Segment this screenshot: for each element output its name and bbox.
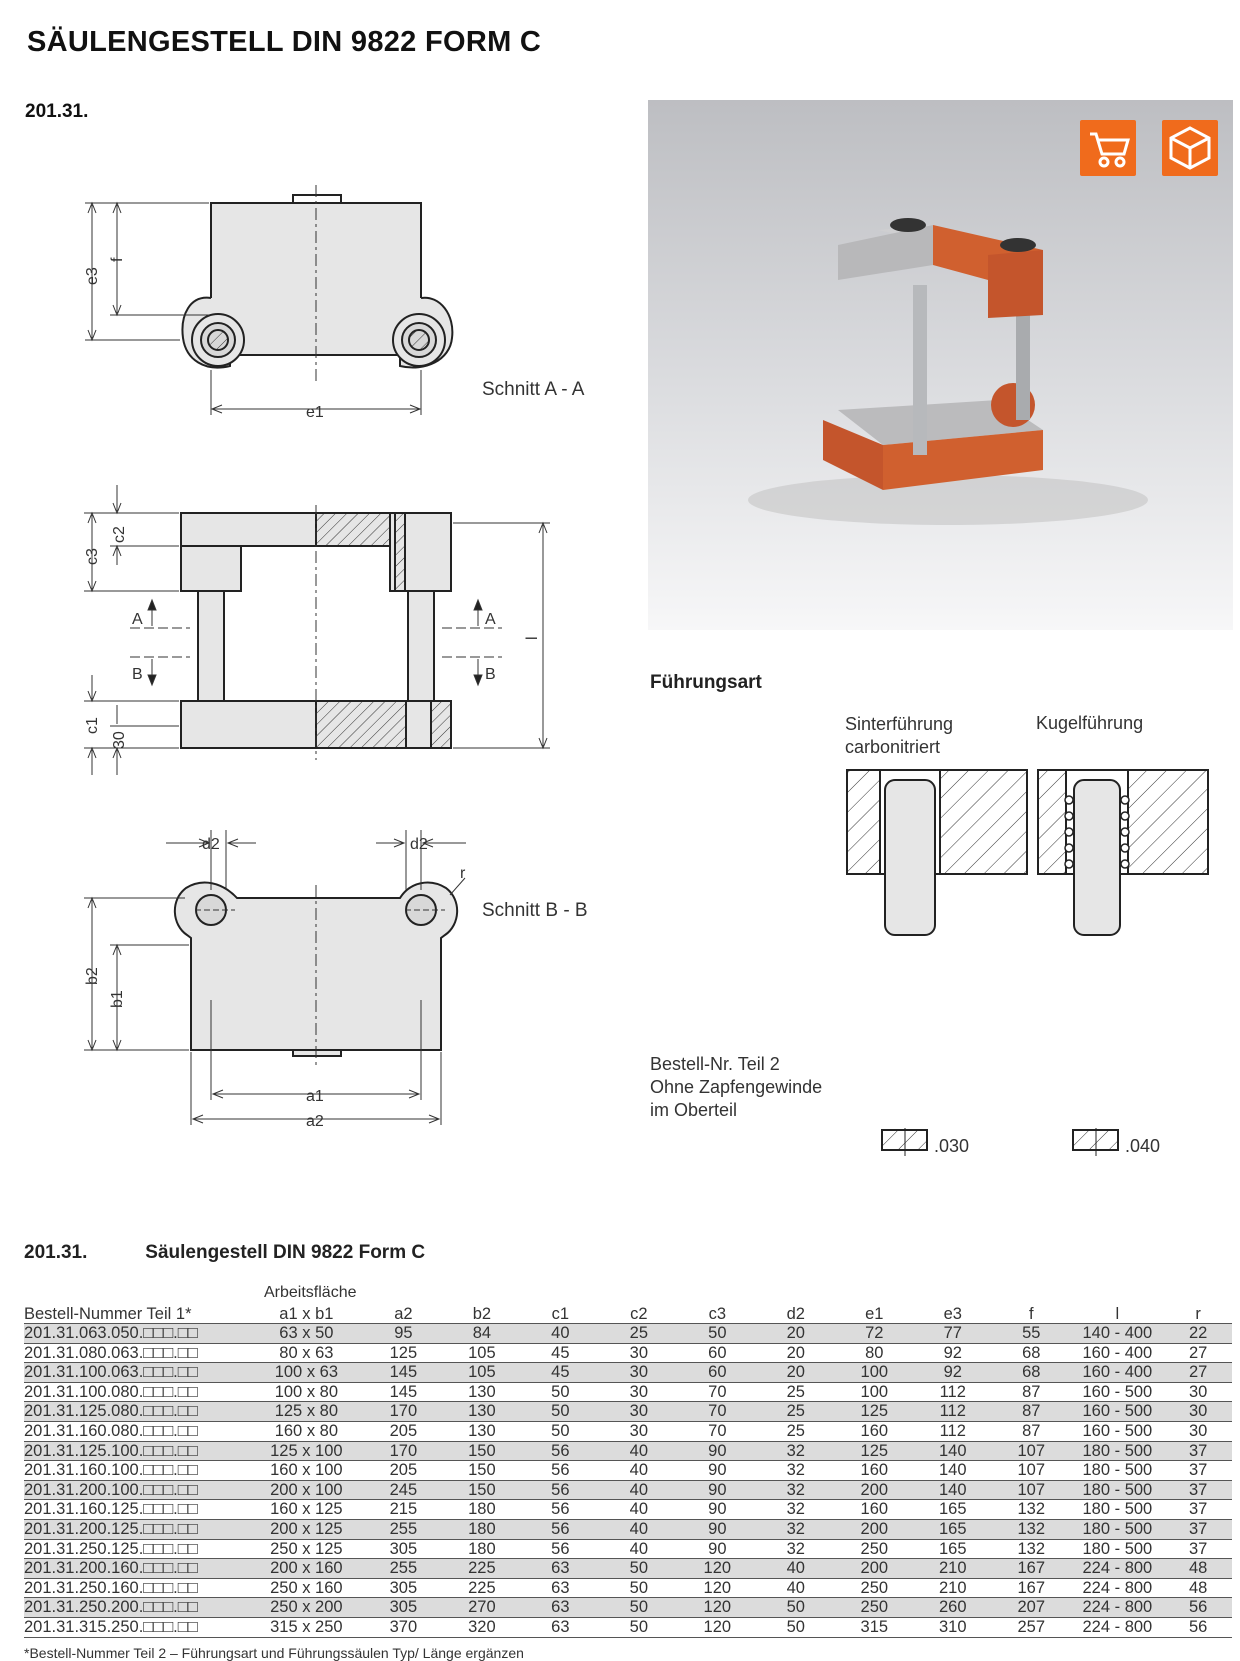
table-cell: 50 <box>521 1382 599 1402</box>
dim-l: l <box>524 636 541 640</box>
table-cell: 260 <box>914 1598 992 1618</box>
table-cell: 25 <box>600 1324 678 1344</box>
table-cell: 80 x 63 <box>249 1343 365 1363</box>
table-cell: 160 - 400 <box>1071 1363 1165 1383</box>
guide-sinter-line2: carbonitriert <box>845 737 941 757</box>
order-number-cell: 201.31.125.080.□□□.□□ <box>24 1402 249 1422</box>
dim-r: r <box>460 865 466 882</box>
table-cell: 72 <box>835 1324 913 1344</box>
table-cell: 125 x 100 <box>249 1441 365 1461</box>
order-number-cell: 201.31.160.125.□□□.□□ <box>24 1500 249 1520</box>
table-cell: 60 <box>678 1363 756 1383</box>
table-cell: 56 <box>521 1461 599 1481</box>
dim-a1: a1 <box>306 1088 324 1105</box>
label-b-left: B <box>132 666 143 683</box>
table-cell: 90 <box>678 1480 756 1500</box>
table-row <box>24 1578 1232 1598</box>
table-cell: 160 x 125 <box>249 1500 365 1520</box>
table-cell: 250 x 160 <box>249 1578 365 1598</box>
table-cell: 37 <box>1164 1500 1232 1520</box>
table-cell: 40 <box>757 1578 835 1598</box>
table-cell: 30 <box>600 1421 678 1441</box>
table-row <box>24 1480 1232 1500</box>
order-note-line2: Ohne Zapfengewinde <box>650 1077 823 1097</box>
table-row <box>24 1539 1232 1559</box>
table-cell: 80 <box>835 1343 913 1363</box>
table-cell: 160 x 80 <box>249 1421 365 1441</box>
table-cell: 140 <box>914 1441 992 1461</box>
table-cell: 40 <box>521 1324 599 1344</box>
table-cell: 120 <box>678 1559 756 1579</box>
table-cell: 37 <box>1164 1480 1232 1500</box>
table-row <box>24 1598 1232 1618</box>
table-cell: 170 <box>364 1402 442 1422</box>
table-cell: 132 <box>992 1519 1070 1539</box>
table-cell: 25 <box>757 1402 835 1422</box>
column-header: e1 <box>835 1305 913 1324</box>
table-cell: 105 <box>443 1363 521 1383</box>
table-cell: 160 <box>835 1421 913 1441</box>
table-cell: 40 <box>600 1461 678 1481</box>
table-cell: 20 <box>757 1343 835 1363</box>
table-cell: 210 <box>914 1559 992 1579</box>
table-cell: 40 <box>600 1539 678 1559</box>
order-number-cell: 201.31.315.250.□□□.□□ <box>24 1617 249 1637</box>
table-cell: 125 <box>835 1402 913 1422</box>
table-cell: 32 <box>757 1519 835 1539</box>
table-cell: 150 <box>443 1480 521 1500</box>
table-cell: 160 <box>835 1500 913 1520</box>
table-cell: 165 <box>914 1539 992 1559</box>
table-cell: 70 <box>678 1382 756 1402</box>
table-cell: 225 <box>443 1559 521 1579</box>
dim-d2-right: d2 <box>410 836 428 853</box>
table-cell: 63 <box>521 1559 599 1579</box>
table-cell: 63 x 50 <box>249 1324 365 1344</box>
table-cell: 120 <box>678 1578 756 1598</box>
table-cell: 180 - 500 <box>1071 1461 1165 1481</box>
order-number-cell: 201.31.250.200.□□□.□□ <box>24 1598 249 1618</box>
order-number-cell: 201.31.063.050.□□□.□□ <box>24 1324 249 1344</box>
dim-b1: b1 <box>109 990 126 1008</box>
table-row <box>24 1441 1232 1461</box>
table-cell: 125 <box>364 1343 442 1363</box>
column-header: d2 <box>757 1305 835 1324</box>
table-row <box>24 1500 1232 1520</box>
table-cell: 310 <box>914 1617 992 1637</box>
section-aa-label: Schnitt A - A <box>482 379 585 400</box>
table-cell: 180 <box>443 1539 521 1559</box>
page-title: SÄULENGESTELL DIN 9822 FORM C <box>27 26 542 58</box>
table-cell: 100 x 63 <box>249 1363 365 1383</box>
table-cell: 270 <box>443 1598 521 1618</box>
table-cell: 20 <box>757 1324 835 1344</box>
section-bb-label: Schnitt B - B <box>482 900 588 921</box>
table-cell: 165 <box>914 1500 992 1520</box>
table-cell: 125 x 80 <box>249 1402 365 1422</box>
table-cell: 70 <box>678 1402 756 1422</box>
order-number-cell: 201.31.100.063.□□□.□□ <box>24 1363 249 1383</box>
label-a-left: A <box>132 611 143 628</box>
table-cell: 32 <box>757 1441 835 1461</box>
table-cell: 320 <box>443 1617 521 1637</box>
table-cell: 200 <box>835 1559 913 1579</box>
guide-type-drawing <box>840 760 1220 940</box>
table-cell: 165 <box>914 1519 992 1539</box>
table-cell: 150 <box>443 1441 521 1461</box>
guide-type-title: Führungsart <box>650 672 762 693</box>
table-cell: 92 <box>914 1343 992 1363</box>
dim-30: 30 <box>111 731 128 749</box>
table-cell: 32 <box>757 1480 835 1500</box>
table-cell: 25 <box>757 1421 835 1441</box>
table-cell: 160 - 400 <box>1071 1343 1165 1363</box>
guide-sinter-line1: Sinterführung <box>845 714 954 734</box>
order-note-line1: Bestell-Nr. Teil 2 <box>650 1054 780 1074</box>
table-cell: 107 <box>992 1461 1070 1481</box>
table-cell: 160 x 100 <box>249 1461 365 1481</box>
table-cell: 160 <box>835 1461 913 1481</box>
table-row <box>24 1402 1232 1422</box>
table-cell: 120 <box>678 1598 756 1618</box>
variant-030-symbol <box>880 1128 930 1158</box>
table-cell: 32 <box>757 1500 835 1520</box>
table-cell: 315 x 250 <box>249 1617 365 1637</box>
table-row <box>24 1519 1232 1539</box>
table-cell: 160 - 500 <box>1071 1402 1165 1422</box>
table-cell: 100 <box>835 1382 913 1402</box>
table-row <box>24 1617 1232 1637</box>
table-cell: 60 <box>678 1343 756 1363</box>
table-cell: 180 - 500 <box>1071 1441 1165 1461</box>
table-cell: 250 x 200 <box>249 1598 365 1618</box>
order-number-cell: 201.31.160.100.□□□.□□ <box>24 1461 249 1481</box>
technical-drawing <box>0 0 640 1150</box>
table-cell: 200 x 160 <box>249 1559 365 1579</box>
table-cell: 50 <box>600 1617 678 1637</box>
article-number: 201.31. <box>25 101 89 122</box>
order-number-cell: 201.31.200.100.□□□.□□ <box>24 1480 249 1500</box>
data-table <box>24 1305 1232 1638</box>
table-cell: 56 <box>521 1500 599 1520</box>
table-cell: 56 <box>521 1441 599 1461</box>
table-cell: 305 <box>364 1539 442 1559</box>
table-cell: 125 <box>835 1441 913 1461</box>
table-cell: 87 <box>992 1382 1070 1402</box>
table-row <box>24 1343 1232 1363</box>
cart-icon[interactable] <box>1080 120 1136 176</box>
table-cell: 305 <box>364 1578 442 1598</box>
table-cell: 37 <box>1164 1461 1232 1481</box>
table-cell: 100 x 80 <box>249 1382 365 1402</box>
column-header: Bestell-Nummer Teil 1* <box>24 1305 249 1324</box>
table-cell: 40 <box>757 1559 835 1579</box>
working-area-label: Arbeitsfläche <box>264 1284 357 1301</box>
table-cell: 224 - 800 <box>1071 1598 1165 1618</box>
table-cell: 56 <box>521 1480 599 1500</box>
table-cell: 22 <box>1164 1324 1232 1344</box>
table-row <box>24 1324 1232 1344</box>
dim-d2-left: d2 <box>202 836 220 853</box>
dim-e3: e3 <box>84 267 101 285</box>
table-cell: 30 <box>600 1363 678 1383</box>
table-cell: 50 <box>600 1578 678 1598</box>
table-header-row <box>24 1305 1232 1324</box>
table-cell: 30 <box>600 1402 678 1422</box>
table-cell: 40 <box>600 1519 678 1539</box>
table-cell: 20 <box>757 1363 835 1383</box>
table-cell: 207 <box>992 1598 1070 1618</box>
product-photo <box>648 100 1233 630</box>
table-cell: 40 <box>600 1480 678 1500</box>
table-cell: 255 <box>364 1519 442 1539</box>
table-cell: 40 <box>600 1441 678 1461</box>
order-number-cell: 201.31.200.125.□□□.□□ <box>24 1519 249 1539</box>
table-cell: 224 - 800 <box>1071 1559 1165 1579</box>
order-note-line3: im Oberteil <box>650 1100 738 1120</box>
table-cell: 95 <box>364 1324 442 1344</box>
table-cell: 180 <box>443 1500 521 1520</box>
table-cell: 56 <box>521 1539 599 1559</box>
order-number-cell: 201.31.125.100.□□□.□□ <box>24 1441 249 1461</box>
table-cell: 250 x 125 <box>249 1539 365 1559</box>
dim-e1: e1 <box>306 404 324 421</box>
table-cell: 180 <box>443 1519 521 1539</box>
table-cell: 63 <box>521 1617 599 1637</box>
table-cell: 90 <box>678 1539 756 1559</box>
table-heading-title: Säulengestell DIN 9822 Form C <box>145 1242 426 1263</box>
table-cell: 37 <box>1164 1441 1232 1461</box>
table-heading-number: 201.31. <box>24 1242 88 1263</box>
table-cell: 130 <box>443 1402 521 1422</box>
table-cell: 112 <box>914 1421 992 1441</box>
dim-a2: a2 <box>306 1113 324 1130</box>
order-number-cell: 201.31.080.063.□□□.□□ <box>24 1343 249 1363</box>
table-cell: 250 <box>835 1539 913 1559</box>
order-number-cell: 201.31.100.080.□□□.□□ <box>24 1382 249 1402</box>
table-cell: 145 <box>364 1363 442 1383</box>
die-set-illustration <box>648 100 1233 630</box>
table-cell: 48 <box>1164 1578 1232 1598</box>
table-cell: 77 <box>914 1324 992 1344</box>
table-cell: 112 <box>914 1402 992 1422</box>
table-cell: 50 <box>600 1598 678 1618</box>
table-cell: 84 <box>443 1324 521 1344</box>
table-cell: 170 <box>364 1441 442 1461</box>
column-header: c1 <box>521 1305 599 1324</box>
table-cell: 87 <box>992 1402 1070 1422</box>
footnote: *Bestell-Nummer Teil 2 – Führungsart und Führungssäulen Typ/ Länge ergänzen <box>24 1645 524 1661</box>
table-cell: 105 <box>443 1343 521 1363</box>
table-cell: 200 <box>835 1519 913 1539</box>
table-cell: 45 <box>521 1343 599 1363</box>
dim-f: f <box>109 257 126 262</box>
table-cell: 107 <box>992 1480 1070 1500</box>
table-cell: 257 <box>992 1617 1070 1637</box>
table-cell: 87 <box>992 1421 1070 1441</box>
column-header: l <box>1071 1305 1165 1324</box>
3d-cube-icon[interactable] <box>1162 120 1218 176</box>
order-note <box>650 1053 822 1122</box>
table-cell: 56 <box>521 1519 599 1539</box>
table-cell: 70 <box>678 1421 756 1441</box>
table-row <box>24 1363 1232 1383</box>
table-cell: 90 <box>678 1461 756 1481</box>
column-header: c2 <box>600 1305 678 1324</box>
table-cell: 50 <box>757 1617 835 1637</box>
table-row <box>24 1421 1232 1441</box>
table-cell: 68 <box>992 1363 1070 1383</box>
table-cell: 140 - 400 <box>1071 1324 1165 1344</box>
table-row <box>24 1559 1232 1579</box>
table-cell: 30 <box>600 1382 678 1402</box>
table-row <box>24 1382 1232 1402</box>
column-header: a2 <box>364 1305 442 1324</box>
guide-sinter-label <box>845 713 953 759</box>
label-a-right: A <box>485 611 496 628</box>
table-body <box>24 1324 1232 1638</box>
table-cell: 37 <box>1164 1539 1232 1559</box>
table-cell: 130 <box>443 1421 521 1441</box>
table-cell: 205 <box>364 1461 442 1481</box>
table-cell: 200 <box>835 1480 913 1500</box>
table-cell: 180 - 500 <box>1071 1539 1165 1559</box>
table-cell: 32 <box>757 1461 835 1481</box>
table-cell: 100 <box>835 1363 913 1383</box>
table-cell: 200 x 100 <box>249 1480 365 1500</box>
table-cell: 27 <box>1164 1343 1232 1363</box>
table-row <box>24 1461 1232 1481</box>
table-cell: 48 <box>1164 1559 1232 1579</box>
table-cell: 305 <box>364 1598 442 1618</box>
variant-040-label: .040 <box>1125 1136 1161 1156</box>
column-header: e3 <box>914 1305 992 1324</box>
section-aa-drawing <box>182 195 452 368</box>
table-cell: 50 <box>521 1402 599 1422</box>
table-cell: 215 <box>364 1500 442 1520</box>
table-cell: 167 <box>992 1559 1070 1579</box>
table-cell: 255 <box>364 1559 442 1579</box>
table-cell: 45 <box>521 1363 599 1383</box>
table-cell: 68 <box>992 1343 1070 1363</box>
variant-040-symbol <box>1071 1128 1121 1158</box>
table-cell: 107 <box>992 1441 1070 1461</box>
table-cell: 180 - 500 <box>1071 1500 1165 1520</box>
table-cell: 140 <box>914 1480 992 1500</box>
table-cell: 27 <box>1164 1363 1232 1383</box>
table-cell: 224 - 800 <box>1071 1617 1165 1637</box>
table-cell: 25 <box>757 1382 835 1402</box>
table-cell: 112 <box>914 1382 992 1402</box>
table-cell: 55 <box>992 1324 1070 1344</box>
table-cell: 130 <box>443 1382 521 1402</box>
table-cell: 132 <box>992 1539 1070 1559</box>
table-cell: 37 <box>1164 1519 1232 1539</box>
table-cell: 90 <box>678 1519 756 1539</box>
column-header: f <box>992 1305 1070 1324</box>
column-header: r <box>1164 1305 1232 1324</box>
table-cell: 200 x 125 <box>249 1519 365 1539</box>
table-cell: 180 - 500 <box>1071 1519 1165 1539</box>
table-cell: 56 <box>1164 1617 1232 1637</box>
table-cell: 224 - 800 <box>1071 1578 1165 1598</box>
table-cell: 50 <box>521 1421 599 1441</box>
table-heading <box>24 1242 425 1264</box>
guide-ball-label: Kugelführung <box>1036 713 1144 733</box>
table-cell: 56 <box>1164 1598 1232 1618</box>
table-cell: 167 <box>992 1578 1070 1598</box>
table-cell: 180 - 500 <box>1071 1480 1165 1500</box>
table-cell: 250 <box>835 1578 913 1598</box>
table-cell: 40 <box>600 1500 678 1520</box>
table-cell: 150 <box>443 1461 521 1481</box>
order-number-cell: 201.31.200.160.□□□.□□ <box>24 1559 249 1579</box>
table-cell: 30 <box>600 1343 678 1363</box>
dim-c2: c2 <box>111 526 128 543</box>
table-cell: 120 <box>678 1617 756 1637</box>
column-header: a1 x b1 <box>249 1305 365 1324</box>
table-cell: 140 <box>914 1461 992 1481</box>
table-cell: 50 <box>757 1598 835 1618</box>
table-cell: 315 <box>835 1617 913 1637</box>
table-cell: 160 - 500 <box>1071 1382 1165 1402</box>
table-cell: 210 <box>914 1578 992 1598</box>
table-cell: 132 <box>992 1500 1070 1520</box>
table-cell: 160 - 500 <box>1071 1421 1165 1441</box>
table-cell: 32 <box>757 1539 835 1559</box>
table-cell: 63 <box>521 1598 599 1618</box>
table-cell: 50 <box>678 1324 756 1344</box>
label-b-right: B <box>485 666 496 683</box>
table-cell: 90 <box>678 1500 756 1520</box>
table-cell: 63 <box>521 1578 599 1598</box>
dim-c3: c3 <box>84 548 101 565</box>
order-number-cell: 201.31.160.080.□□□.□□ <box>24 1421 249 1441</box>
variant-030-label: .030 <box>934 1136 970 1156</box>
table-cell: 50 <box>600 1559 678 1579</box>
column-header: b2 <box>443 1305 521 1324</box>
table-cell: 90 <box>678 1441 756 1461</box>
dim-b2: b2 <box>84 967 101 985</box>
table-cell: 30 <box>1164 1421 1232 1441</box>
table-cell: 370 <box>364 1617 442 1637</box>
order-number-cell: 201.31.250.160.□□□.□□ <box>24 1578 249 1598</box>
column-header: c3 <box>678 1305 756 1324</box>
table-cell: 250 <box>835 1598 913 1618</box>
table-cell: 245 <box>364 1480 442 1500</box>
table-cell: 30 <box>1164 1402 1232 1422</box>
table-cell: 145 <box>364 1382 442 1402</box>
dim-c1: c1 <box>84 717 101 734</box>
table-cell: 92 <box>914 1363 992 1383</box>
table-cell: 205 <box>364 1421 442 1441</box>
table-cell: 30 <box>1164 1382 1232 1402</box>
order-number-cell: 201.31.250.125.□□□.□□ <box>24 1539 249 1559</box>
table-cell: 225 <box>443 1578 521 1598</box>
